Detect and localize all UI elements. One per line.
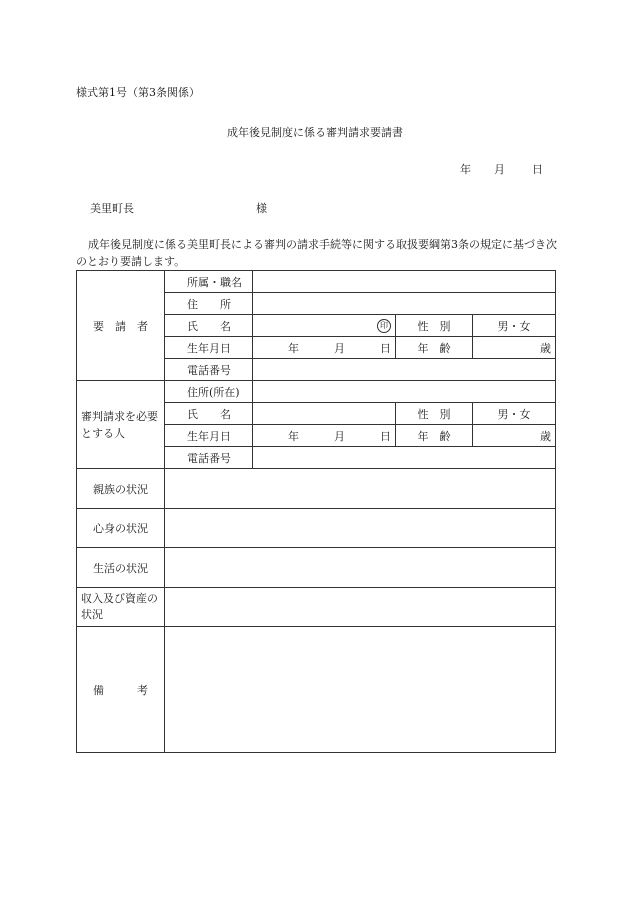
request-form-table: [76, 270, 556, 753]
income-assets-label: 収入及び資産の状況: [77, 588, 165, 627]
subject-birth-day-unit: 日: [380, 429, 391, 443]
remarks-field[interactable]: [165, 627, 556, 753]
name-label: 氏 名: [165, 315, 253, 337]
subject-sex-label: 性 別: [396, 403, 473, 425]
subject-phone-field[interactable]: [253, 447, 556, 469]
date-day-label: 日: [532, 163, 543, 176]
affiliation-label: 所属・職名: [165, 271, 253, 293]
birth-month-unit: 月: [334, 341, 345, 355]
address-field[interactable]: [253, 293, 556, 315]
table-row: [77, 381, 556, 403]
subject-age-label: 年 齢: [396, 425, 473, 447]
subject-phone-label: 電話番号: [165, 447, 253, 469]
relatives-field[interactable]: [165, 469, 556, 509]
phone-field[interactable]: [253, 359, 556, 381]
living-field[interactable]: [165, 548, 556, 588]
living-label: 生活の状況: [77, 548, 165, 588]
table-row: [77, 469, 556, 509]
subject-name-label: 氏 名: [165, 403, 253, 425]
intro-text: 成年後見制度に係る美里町長による審判の請求手続等に関する取扱要綱第3条の規定に基づき次のとおり要請します。: [76, 238, 557, 268]
affiliation-field[interactable]: [253, 271, 556, 293]
addressee: 美里町長: [90, 202, 134, 215]
form-number: 様式第1号（第3条関係）: [76, 86, 200, 99]
subject-birthdate-field[interactable]: [253, 425, 396, 447]
document-title: 成年後見制度に係る審判請求要請書: [227, 126, 403, 139]
date-year-label: 年: [460, 163, 471, 176]
subject-section-label: 審判請求を必要とする人: [77, 381, 165, 469]
subject-address-field[interactable]: [253, 381, 556, 403]
birth-year-unit: 年: [288, 341, 299, 355]
mental-physical-label: 心身の状況: [77, 509, 165, 548]
subject-birthdate-label: 生年月日: [165, 425, 253, 447]
subject-age-field[interactable]: 歳: [473, 425, 556, 447]
table-row: [77, 509, 556, 548]
subject-name-field[interactable]: [253, 403, 396, 425]
table-row: [77, 271, 556, 293]
table-row: [77, 548, 556, 588]
birthdate-label: 生年月日: [165, 337, 253, 359]
date-month-label: 月: [494, 163, 505, 176]
table-row: [77, 588, 556, 627]
table-row: [77, 627, 556, 753]
mental-physical-field[interactable]: [165, 509, 556, 548]
sex-options[interactable]: 男・女: [473, 315, 556, 337]
address-label: 住 所: [165, 293, 253, 315]
subject-sex-options[interactable]: 男・女: [473, 403, 556, 425]
age-field[interactable]: 歳: [473, 337, 556, 359]
age-label: 年 齢: [396, 337, 473, 359]
requester-section-label: 要 請 者: [77, 271, 165, 381]
sex-label: 性 別: [396, 315, 473, 337]
birth-day-unit: 日: [380, 341, 391, 355]
name-field[interactable]: [253, 315, 396, 337]
birthdate-field[interactable]: [253, 337, 396, 359]
subject-birth-year-unit: 年: [288, 429, 299, 443]
remarks-label: 備 考: [77, 627, 165, 753]
subject-address-label: 住所(所在): [165, 381, 253, 403]
income-assets-field[interactable]: [165, 588, 556, 627]
phone-label: 電話番号: [165, 359, 253, 381]
honorific: 様: [256, 202, 267, 215]
subject-birth-month-unit: 月: [334, 429, 345, 443]
relatives-label: 親族の状況: [77, 469, 165, 509]
seal-mark: 印: [377, 319, 391, 333]
